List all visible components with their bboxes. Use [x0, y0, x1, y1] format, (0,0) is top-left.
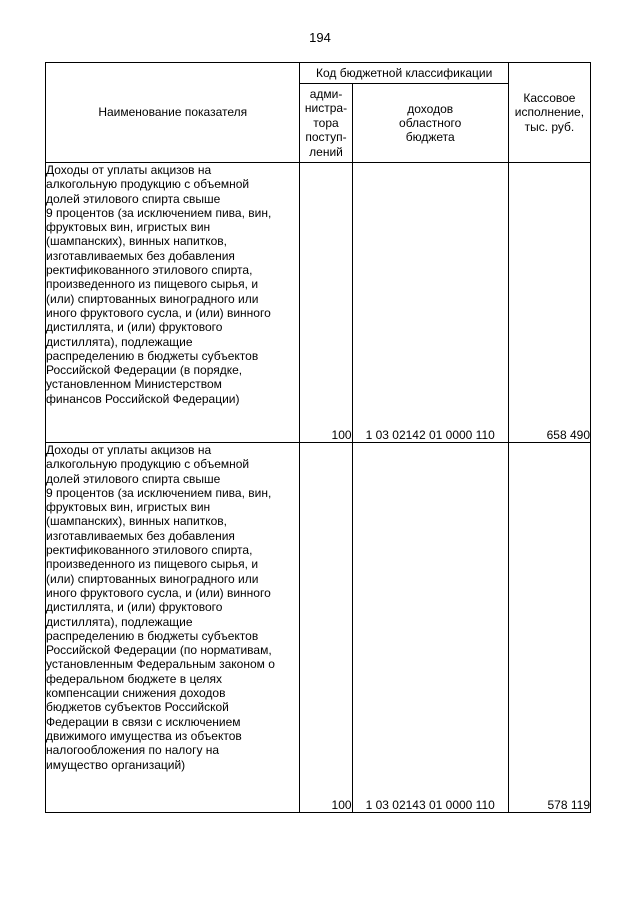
indicator-name-line: изготавливаемых без добавления — [46, 248, 235, 263]
indicator-name-line: ректификованного этилового спирта, — [46, 543, 253, 558]
table-row — [46, 443, 591, 813]
header-sum-line: тыс. руб. — [524, 119, 575, 134]
cash-execution-value: 578 119 — [508, 443, 590, 813]
header-admin-line: адми- — [309, 86, 343, 101]
income-code: 1 03 02142 01 0000 110 — [352, 163, 508, 443]
budget-table — [45, 62, 591, 813]
indicator-name-line: произведенного из пищевого сырья, и — [46, 557, 259, 572]
header-sum-line: Кассовое — [523, 90, 576, 105]
indicator-name-line: распределению в бюджеты субъектов — [46, 348, 259, 363]
header-cash-execution — [508, 63, 590, 163]
indicator-name — [46, 163, 300, 443]
cash-execution-value: 658 490 — [508, 163, 590, 443]
indicator-name-line: (или) спиртованных виноградного или — [46, 291, 259, 306]
indicator-name-line: федеральном бюджете в целях — [46, 671, 222, 686]
indicator-name-line: Доходы от уплаты акцизов на — [46, 443, 212, 457]
indicator-name-line: финансов Российской Федерации) — [46, 391, 240, 406]
indicator-name-line: алкогольную продукцию с объемной — [46, 457, 250, 472]
income-code: 1 03 02143 01 0000 110 — [352, 443, 508, 813]
indicator-name-line: долей этилового спирта свыше — [46, 471, 221, 486]
indicator-name-line: (шампанских), винных напитков, — [46, 514, 228, 529]
header-admin-line: тора — [313, 115, 339, 130]
header-code-line: бюджета — [405, 130, 455, 145]
indicator-name-line: (или) спиртованных виноградного или — [46, 571, 259, 586]
page-number: 194 — [309, 30, 331, 45]
indicator-name-line: фруктовых вин, игристых вин — [46, 500, 211, 515]
indicator-name-line: бюджетов субъектов Российской — [46, 700, 229, 715]
indicator-name-line: дистиллята, и (или) фруктового — [46, 600, 223, 615]
indicator-name-line: установленным Федеральным законом о — [46, 657, 275, 672]
indicator-name-line: иного фруктового сусла, и (или) винного — [46, 305, 271, 320]
indicator-name-line: Российской Федерации (в порядке, — [46, 363, 243, 378]
header-admin-line: лений — [309, 144, 343, 159]
indicator-name-line: дистиллята, и (или) фруктового — [46, 320, 223, 335]
indicator-name-line: дистиллята), подлежащие — [46, 334, 193, 349]
header-sum-line: исполнение, — [514, 105, 585, 120]
header-admin-line: нистра- — [304, 101, 348, 116]
indicator-name-line: фруктовых вин, игристых вин — [46, 220, 211, 235]
indicator-name-line: долей этилового спирта свыше — [46, 191, 221, 206]
indicator-name-line: 9 процентов (за исключением пива, вин, — [46, 485, 272, 500]
indicator-name-line: иного фруктового сусла, и (или) винного — [46, 585, 271, 600]
table-row — [46, 163, 591, 443]
header-code-line: доходов — [407, 101, 454, 116]
indicator-name-line: компенсации снижения доходов — [46, 686, 226, 701]
header-income-code — [352, 84, 508, 163]
indicator-name-line: ректификованного этилового спирта, — [46, 263, 253, 278]
indicator-name-line: распределению в бюджеты субъектов — [46, 628, 259, 643]
indicator-name — [46, 443, 300, 813]
indicator-name-line: Федерации в связи с исключением — [46, 714, 241, 729]
indicator-name-line: Российской Федерации (по нормативам, — [46, 643, 272, 658]
header-code-line: областного — [399, 115, 462, 130]
indicator-name-line: алкогольную продукцию с объемной — [46, 177, 250, 192]
header-admin-line: поступ- — [305, 130, 347, 145]
header-admin-code — [300, 84, 352, 163]
indicator-name-line: Доходы от уплаты акцизов на — [46, 163, 212, 177]
indicator-name-line: дистиллята), подлежащие — [46, 614, 193, 629]
indicator-name-line: имущество организаций) — [46, 757, 186, 772]
indicator-name-line: установленном Министерством — [46, 377, 222, 392]
indicator-name-line: 9 процентов (за исключением пива, вин, — [46, 205, 272, 220]
header-name: Наименование показателя — [46, 63, 300, 163]
indicator-name-line: налогообложения по налогу на — [46, 743, 220, 758]
indicator-name-line: (шампанских), винных напитков, — [46, 234, 228, 249]
indicator-name-line: движимого имущества из объектов — [46, 728, 242, 743]
indicator-name-line: изготавливаемых без добавления — [46, 528, 235, 543]
indicator-name-line: произведенного из пищевого сырья, и — [46, 277, 259, 292]
admin-code: 100 — [300, 443, 352, 813]
header-row-top — [46, 63, 591, 84]
header-budget-code-group: Код бюджетной классификации — [300, 63, 508, 84]
admin-code: 100 — [300, 163, 352, 443]
